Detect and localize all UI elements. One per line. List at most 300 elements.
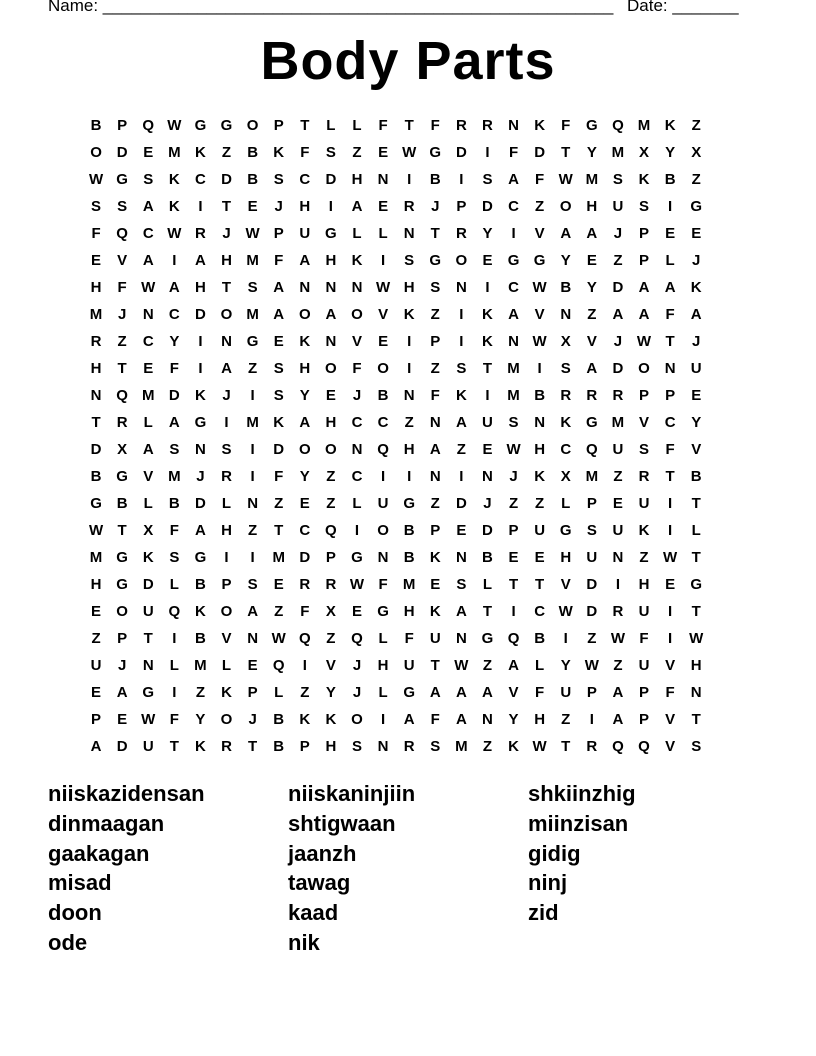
grid-letter: N (560, 306, 572, 323)
grid-letter: W (689, 630, 704, 647)
grid-letter: X (560, 468, 571, 485)
word-item: doon (48, 900, 102, 926)
grid-letter: B (377, 387, 389, 404)
grid-letter: K (482, 333, 493, 350)
grid-letter: U (638, 657, 650, 674)
grid-letter: T (117, 522, 127, 539)
grid-letter: O (246, 117, 259, 134)
word-item: misad (48, 870, 112, 896)
grid-letter: G (194, 549, 207, 566)
grid-letter: N (351, 441, 363, 458)
grid-letter: C (351, 468, 363, 485)
grid-letter: W (375, 279, 391, 296)
word-item: gaakagan (48, 840, 150, 866)
grid-letter: P (273, 225, 284, 242)
grid-letter: R (612, 603, 624, 620)
grid-letter: I (485, 144, 490, 161)
grid-letter: U (612, 522, 624, 539)
grid-letter: P (430, 522, 441, 539)
grid-letter: P (639, 225, 650, 242)
grid-letter: P (639, 684, 650, 701)
grid-letter: L (535, 657, 545, 674)
grid-letter: M (585, 468, 599, 485)
grid-letter: Z (587, 630, 597, 647)
grid-letter: C (195, 171, 206, 188)
grid-letter: J (692, 252, 701, 269)
grid-letter: P (456, 198, 467, 215)
grid-letter: E (508, 549, 519, 566)
grid-letter: Q (507, 630, 520, 647)
grid-letter: N (403, 387, 415, 404)
grid-letter: F (169, 360, 179, 377)
grid-letter: Z (430, 495, 440, 512)
grid-letter: U (482, 414, 493, 431)
grid-letter: I (380, 468, 386, 485)
grid-letter: P (639, 711, 650, 728)
grid-letter: P (639, 252, 650, 269)
grid-letter: Q (116, 387, 128, 404)
grid-letter: A (142, 198, 154, 215)
grid-letter: R (221, 468, 232, 485)
grid-letter: R (455, 225, 467, 242)
grid-letter: Z (691, 117, 701, 134)
grid-letter: Z (248, 360, 258, 377)
grid-letter: I (407, 468, 412, 485)
grid-letter: I (354, 522, 360, 539)
grid-letter: Q (272, 657, 285, 674)
grid-letter: E (612, 495, 623, 512)
grid-letter: R (299, 576, 311, 593)
grid-letter: I (328, 198, 333, 215)
grid-letter: I (485, 387, 490, 404)
grid-letter: A (325, 306, 337, 323)
grid-letter: S (404, 252, 415, 269)
grid-letter: Z (535, 495, 545, 512)
grid-letter: Z (613, 252, 623, 269)
grid-letter: F (378, 117, 388, 134)
grid-letter: G (507, 252, 520, 269)
grid-letter: G (533, 252, 546, 269)
grid-letter: M (89, 549, 103, 566)
grid-letter: G (116, 171, 128, 188)
grid-letter: I (511, 603, 516, 620)
grid-letter: O (377, 522, 389, 539)
grid-letter: H (351, 171, 363, 188)
grid-letter: L (169, 657, 179, 674)
grid-letter: U (90, 657, 102, 674)
grid-letter: J (274, 198, 283, 215)
grid-letter: Z (300, 684, 310, 701)
grid-letter: M (611, 414, 625, 431)
grid-letter: M (168, 468, 181, 485)
grid-letter: V (665, 657, 676, 674)
grid-letter: E (482, 252, 493, 269)
grid-letter: V (639, 414, 650, 431)
grid-letter: S (273, 387, 284, 404)
grid-letter: S (325, 144, 336, 161)
grid-letter: B (534, 630, 546, 647)
grid-letter: G (403, 495, 415, 512)
grid-letter: S (221, 441, 232, 458)
grid-letter: V (586, 333, 597, 350)
grid-letter: S (169, 441, 180, 458)
grid-letter: T (482, 603, 493, 620)
grid-letter: T (169, 738, 179, 755)
grid-letter: N (221, 333, 232, 350)
grid-letter: P (430, 333, 441, 350)
grid-letter: N (690, 684, 702, 701)
grid-letter: M (455, 738, 468, 755)
grid-letter: O (220, 711, 233, 728)
grid-letter: A (455, 414, 467, 431)
grid-letter: F (535, 171, 545, 188)
grid-letter: Z (221, 144, 232, 161)
grid-letter: I (198, 360, 203, 377)
grid-letter: D (455, 144, 467, 161)
grid-letter: A (142, 441, 154, 458)
grid-letter: C (299, 171, 311, 188)
grid-letter: A (429, 684, 441, 701)
grid-letter: O (351, 306, 363, 323)
grid-letter: V (508, 684, 519, 701)
grid-letter: N (455, 279, 467, 296)
grid-letter: T (300, 117, 310, 134)
grid-letter: A (612, 684, 624, 701)
grid-letter: E (143, 360, 154, 377)
grid-letter: K (273, 414, 285, 431)
grid-letter: Z (508, 495, 519, 512)
grid-letter: I (224, 414, 229, 431)
grid-letter: J (117, 306, 127, 323)
grid-letter: N (455, 549, 467, 566)
grid-letter: E (456, 522, 467, 539)
grid-letter: I (668, 603, 673, 620)
name-label: Name: ______________________________________________________ (48, 0, 614, 15)
grid-letter: A (142, 252, 154, 269)
grid-letter: S (430, 279, 441, 296)
grid-letter: F (639, 630, 649, 647)
grid-letter: L (352, 225, 362, 242)
word-item: niiskazidensan (48, 781, 205, 806)
grid-letter: T (691, 495, 701, 512)
grid-letter: Q (377, 441, 389, 458)
grid-letter: H (90, 576, 102, 593)
grid-letter: A (455, 684, 467, 701)
grid-letter: E (299, 495, 310, 512)
grid-letter: H (690, 657, 702, 674)
grid-letter: A (195, 522, 206, 539)
grid-letter: S (456, 360, 467, 377)
grid-letter: R (195, 225, 206, 242)
grid-letter: I (668, 522, 673, 539)
grid-letter: M (585, 171, 599, 188)
grid-letter: N (508, 333, 519, 350)
grid-letter: H (534, 711, 546, 728)
grid-letter: S (482, 171, 493, 188)
word-item: tawag (288, 870, 351, 896)
grid-letter: S (508, 414, 519, 431)
word-column (48, 779, 288, 958)
grid-letter: R (638, 468, 650, 485)
grid-letter: F (352, 360, 362, 377)
grid-letter: K (195, 738, 206, 755)
grid-letter: F (430, 117, 440, 134)
grid-letter: C (534, 603, 546, 620)
grid-letter: C (664, 414, 676, 431)
grid-letter: Y (169, 333, 180, 350)
grid-letter: W (454, 657, 469, 674)
grid-letter: Z (482, 657, 493, 674)
grid-letter: X (143, 522, 154, 539)
grid-letter: L (352, 117, 362, 134)
grid-letter: I (537, 360, 542, 377)
grid-letter: A (508, 171, 519, 188)
grid-letter: B (560, 279, 572, 296)
grid-letter: R (116, 414, 128, 431)
grid-letter: T (117, 360, 127, 377)
grid-letter: P (117, 630, 128, 647)
grid-letter: N (482, 711, 493, 728)
grid-letter: T (221, 198, 232, 215)
grid-letter: W (167, 225, 182, 242)
grid-letter: Z (691, 171, 701, 188)
grid-letter: C (508, 198, 519, 215)
grid-letter: Z (248, 522, 258, 539)
grid-letter: T (665, 333, 675, 350)
grid-letter: D (299, 549, 311, 566)
grid-letter: V (325, 657, 336, 674)
grid-letter: I (172, 684, 177, 701)
grid-letter: V (534, 225, 545, 242)
grid-letter: K (534, 468, 546, 485)
grid-letter: G (194, 414, 207, 431)
grid-letter: C (299, 522, 311, 539)
grid-letter: E (586, 252, 597, 269)
grid-letter: H (90, 360, 102, 377)
grid-letter: S (586, 522, 597, 539)
grid-letter: K (534, 117, 546, 134)
grid-letter: K (690, 279, 702, 296)
grid-letter: N (403, 225, 415, 242)
grid-letter: H (403, 603, 415, 620)
grid-letter: T (404, 117, 414, 134)
grid-letter: S (639, 198, 650, 215)
grid-letter: Y (482, 225, 493, 242)
word-item: jaanzh (288, 840, 357, 866)
grid-letter: F (404, 630, 414, 647)
grid-letter: H (299, 360, 311, 377)
grid-letter: K (168, 198, 180, 215)
grid-letter: F (665, 441, 675, 458)
grid-letter: A (429, 441, 441, 458)
grid-letter: D (195, 306, 206, 323)
grid-letter: L (143, 414, 153, 431)
grid-letter: D (482, 522, 493, 539)
grid-letter: M (168, 144, 181, 161)
grid-letter: F (535, 684, 545, 701)
grid-letter: Z (352, 144, 362, 161)
grid-letter: R (586, 738, 598, 755)
grid-letter: N (664, 360, 676, 377)
grid-letter: N (142, 306, 154, 323)
grid-letter: P (508, 522, 519, 539)
grid-letter: T (691, 603, 701, 620)
grid-letter: S (430, 738, 441, 755)
grid-letter: Y (586, 279, 597, 296)
grid-letter: A (273, 279, 285, 296)
grid-letter: I (485, 279, 490, 296)
grid-letter: V (560, 576, 571, 593)
grid-letter: I (407, 360, 412, 377)
grid-letter: E (378, 333, 389, 350)
grid-letter: M (246, 306, 259, 323)
grid-letter: A (612, 306, 624, 323)
grid-letter: N (325, 279, 337, 296)
grid-letter: W (584, 657, 599, 674)
grid-letter: C (168, 306, 180, 323)
grid-letter: N (429, 414, 441, 431)
grid-letter: J (352, 684, 362, 701)
grid-letter: B (664, 171, 676, 188)
grid-letter: D (142, 576, 154, 593)
grid-letter: P (586, 684, 597, 701)
grid-letter: S (143, 171, 154, 188)
grid-letter: Z (195, 684, 205, 701)
grid-letter: X (325, 603, 336, 620)
grid-letter: P (325, 549, 336, 566)
grid-letter: H (221, 522, 232, 539)
grid-letter: S (247, 576, 258, 593)
grid-letter: O (638, 360, 650, 377)
grid-letter: Z (587, 306, 597, 323)
grid-letter: V (117, 252, 128, 269)
grid-letter: B (168, 495, 180, 512)
grid-letter: N (299, 279, 311, 296)
grid-letter: B (482, 549, 493, 566)
grid-letter: W (558, 603, 573, 620)
grid-letter: E (91, 252, 102, 269)
grid-letter: K (142, 549, 154, 566)
grid-letter: A (403, 711, 415, 728)
grid-letter: Z (430, 306, 440, 323)
grid-letter: Z (404, 414, 414, 431)
grid-letter: A (195, 252, 206, 269)
grid-letter: T (535, 576, 545, 593)
grid-letter: H (586, 198, 598, 215)
grid-letter: K (638, 522, 650, 539)
grid-letter: T (561, 738, 571, 755)
grid-letter: B (90, 117, 102, 134)
grid-letter: E (91, 684, 102, 701)
grid-letter: O (325, 360, 337, 377)
grid-letter: Q (612, 738, 624, 755)
grid-letter: I (380, 711, 386, 728)
grid-letter: O (377, 360, 389, 377)
grid-letter: I (589, 711, 594, 728)
grid-letter: E (325, 387, 336, 404)
grid-letter: H (325, 738, 337, 755)
grid-letter: G (690, 198, 703, 215)
grid-letter: J (248, 711, 257, 728)
grid-letter: Q (612, 117, 624, 134)
grid-letter: S (351, 738, 362, 755)
grid-letter: Q (168, 603, 181, 620)
grid-letter: I (172, 630, 177, 647)
grid-letter: P (247, 684, 258, 701)
grid-letter: J (483, 495, 492, 512)
grid-letter: H (638, 576, 650, 593)
grid-letter: E (117, 711, 128, 728)
grid-letter: N (195, 441, 206, 458)
grid-letter: A (508, 657, 519, 674)
grid-letter: A (299, 252, 311, 269)
grid-letter: G (351, 549, 363, 566)
grid-letter: W (271, 630, 286, 647)
grid-letter: L (482, 576, 493, 593)
grid-letter: I (459, 306, 464, 323)
grid-letter: A (116, 684, 128, 701)
grid-letter: U (142, 738, 154, 755)
grid-letter: S (560, 360, 571, 377)
grid-letter: I (250, 549, 255, 566)
grid-letter: W (349, 576, 365, 593)
grid-letter: M (507, 387, 520, 404)
grid-letter: A (560, 225, 572, 242)
grid-letter: V (221, 630, 232, 647)
grid-letter: G (116, 468, 128, 485)
grid-letter: L (378, 684, 388, 701)
grid-letter: E (665, 225, 676, 242)
grid-letter: F (430, 387, 440, 404)
grid-letter: B (273, 738, 285, 755)
grid-letter: K (299, 333, 311, 350)
grid-letter: W (558, 171, 573, 188)
grid-letter: F (300, 603, 310, 620)
grid-letter: G (90, 495, 102, 512)
grid-letter: J (509, 468, 518, 485)
grid-letter: B (247, 171, 259, 188)
grid-letter: E (665, 576, 676, 593)
grid-letter: A (168, 414, 180, 431)
grid-letter: V (665, 738, 676, 755)
grid-letter: K (195, 144, 206, 161)
grid-letter: F (117, 279, 127, 296)
grid-letter: I (407, 333, 412, 350)
grid-letter: D (534, 144, 546, 161)
grid-letter: G (325, 225, 337, 242)
grid-letter: H (325, 252, 337, 269)
grid-letter: G (403, 684, 415, 701)
grid-letter: N (247, 630, 259, 647)
grid-letter: I (668, 630, 673, 647)
grid-letter: R (482, 117, 493, 134)
grid-letter: F (561, 117, 571, 134)
grid-letter: N (534, 414, 546, 431)
grid-letter: C (351, 414, 363, 431)
grid-letter: V (143, 468, 154, 485)
grid-letter: L (352, 495, 362, 512)
page-title: Body Parts (260, 31, 556, 91)
grid-letter: A (273, 306, 285, 323)
grid-letter: Y (691, 414, 702, 431)
grid-letter: R (221, 738, 232, 755)
grid-letter: L (326, 117, 336, 134)
grid-letter: F (665, 684, 675, 701)
grid-letter: E (482, 441, 493, 458)
grid-letter: V (351, 333, 362, 350)
grid-letter: A (455, 603, 467, 620)
grid-letter: H (534, 441, 546, 458)
